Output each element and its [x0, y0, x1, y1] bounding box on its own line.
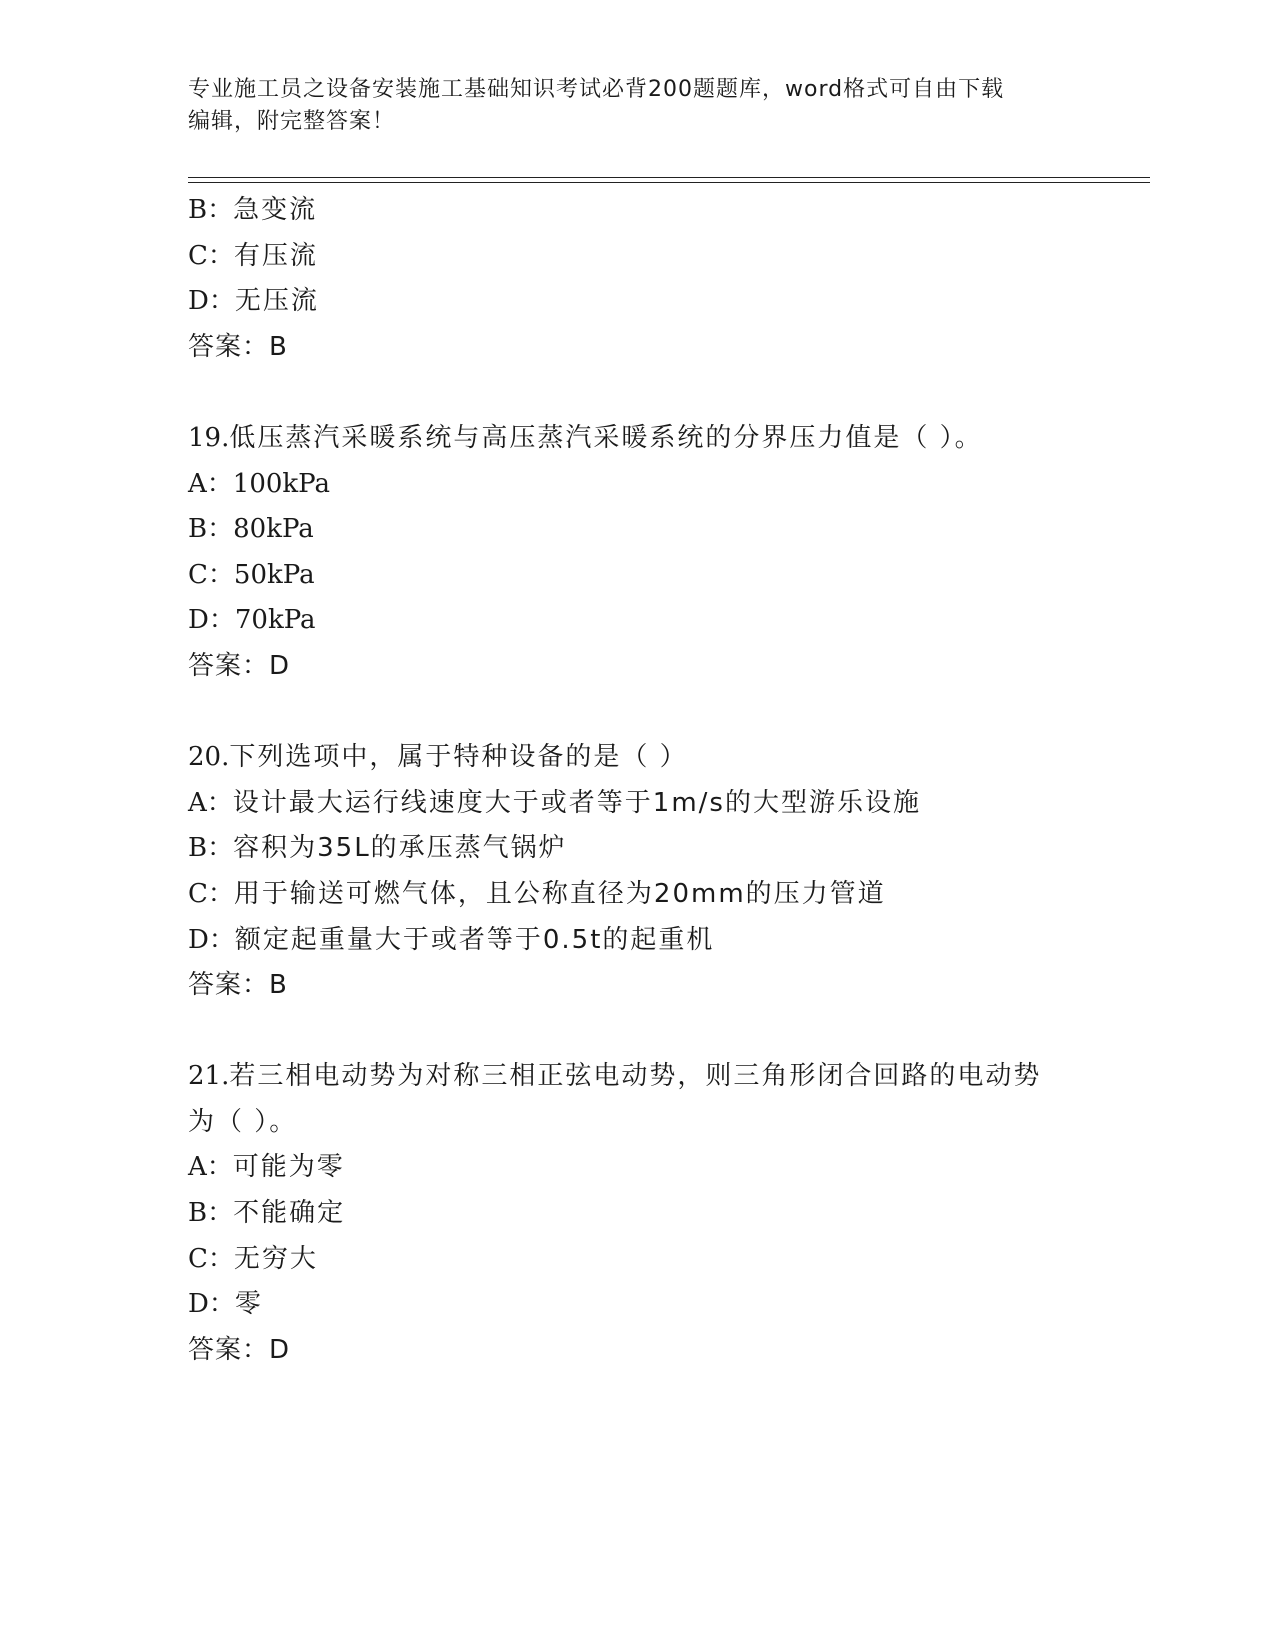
option-c: C：50kPa [188, 559, 315, 590]
question-stem-line-2: 为（ ）。 [188, 1106, 298, 1137]
header-title-line-2: 编辑，附完整答案！ [188, 109, 396, 134]
document-body [188, 188, 1088, 1373]
option-c: C：用于输送可燃气体，且公称直径为20mm的压力管道 [188, 878, 886, 909]
option-a: A：可能为零 [188, 1152, 345, 1183]
question-20 [188, 735, 1088, 1009]
option-b: B：急变流 [188, 195, 318, 225]
header-divider-top [188, 177, 1150, 178]
question-stem-line-1: 21.若三相电动势为对称三相正弦电动势，则三角形闭合回路的电动势 [188, 1061, 1042, 1092]
question-18-continued [188, 188, 1088, 370]
option-b: B：容积为35L的承压蒸气锅炉 [188, 833, 567, 864]
spacer [188, 690, 1088, 736]
answer: 答案：B [188, 331, 288, 362]
option-b: B：80kPa [188, 514, 314, 545]
document-header [188, 74, 1068, 138]
spacer [188, 370, 1088, 416]
question-19 [188, 416, 1088, 690]
question-21 [188, 1054, 1088, 1373]
answer: 答案：D [188, 1334, 291, 1365]
option-d: D：无压流 [188, 286, 319, 317]
option-d: D：额定起重量大于或者等于0.5t的起重机 [188, 924, 715, 955]
answer: 答案：D [188, 650, 291, 681]
question-stem: 19.低压蒸汽采暖系统与高压蒸汽采暖系统的分界压力值是（ ）。 [188, 422, 983, 453]
option-c: C：无穷大 [188, 1243, 318, 1274]
option-c: C：有压流 [188, 240, 318, 271]
option-b: B：不能确定 [188, 1198, 346, 1229]
option-d: D：70kPa [188, 605, 316, 636]
header-divider-bottom [188, 182, 1150, 183]
question-stem: 20.下列选项中，属于特种设备的是（ ） [188, 742, 688, 773]
option-a: A：设计最大运行线速度大于或者等于1m/s的大型游乐设施 [188, 787, 921, 818]
answer: 答案：B [188, 970, 288, 1001]
option-a: A：100kPa [188, 468, 330, 499]
option-d: D：零 [188, 1289, 263, 1320]
spacer [188, 1009, 1088, 1055]
header-title-line-1: 专业施工员之设备安装施工基础知识考试必背200题题库，word格式可自由下载 [188, 77, 1005, 102]
